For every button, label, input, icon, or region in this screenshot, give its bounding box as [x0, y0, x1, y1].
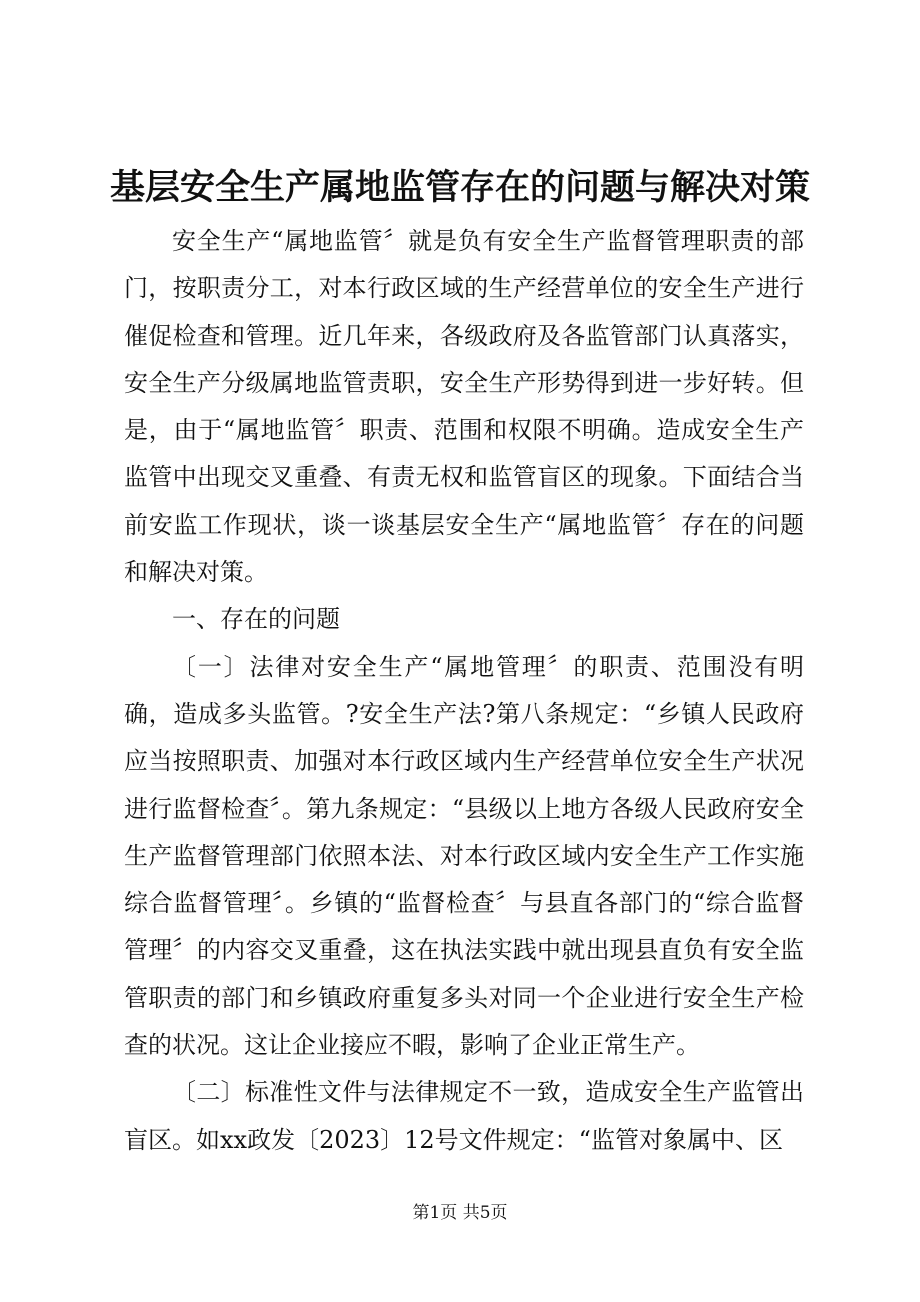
- paragraph-problem-2: 〔二〕标准性文件与法律规定不一致，造成安全生产监管出盲区。如xx政发〔2023〕12号文件规定：“监管对象属中、区: [124, 1078, 804, 1154]
- section-heading-problems: 一、存在的问题: [172, 605, 340, 634]
- paragraph-intro: 安全生产“属地监管〞就是负有安全生产监督管理职责的部门，按职责分工，对本行政区域的生产经营单位的安全生产进行催促检查和管理。近几年来，各级政府及各监管部门认真落实，安全生产分级属地监管责职，安全生产形势得到进一步好转。但是，由于“属地监管〞职责、范围和权限不明确。造成安全生产监管中出现交叉重叠、有责无权和监管盲区的现象。下面结合当前安监工作现状，谈一谈基层安全生产“属地监管〞存在的问题和解决对策。: [124, 227, 804, 587]
- page-number-footer: 第1页 共5页: [412, 1203, 508, 1223]
- document-body: [124, 218, 804, 1164]
- document-title: 基层安全生产属地监管存在的问题与解决对策: [109, 167, 810, 208]
- paragraph-problem-1: 〔一〕法律对安全生产“属地管理〞的职责、范围没有明确，造成多头监管。?安全生产法?第八条规定：“乡镇人民政府应当按照职责、加强对本行政区域内生产经营单位安全生产状况进行监督检查〞。第九条规定：“县级以上地方各级人民政府安全生产监督管理部门依照本法、对本行政区域内安全生产工作实施综合监督管理〞。乡镇的“监督检查〞与县直各部门的“综合监督管理〞的内容交叉重叠，这在执法实践中就出现县直负有安全监管职责的部门和乡镇政府重复多头对同一个企业进行安全生产检查的状况。这让企业接应不暇，影响了企业正常生产。: [124, 652, 804, 1060]
